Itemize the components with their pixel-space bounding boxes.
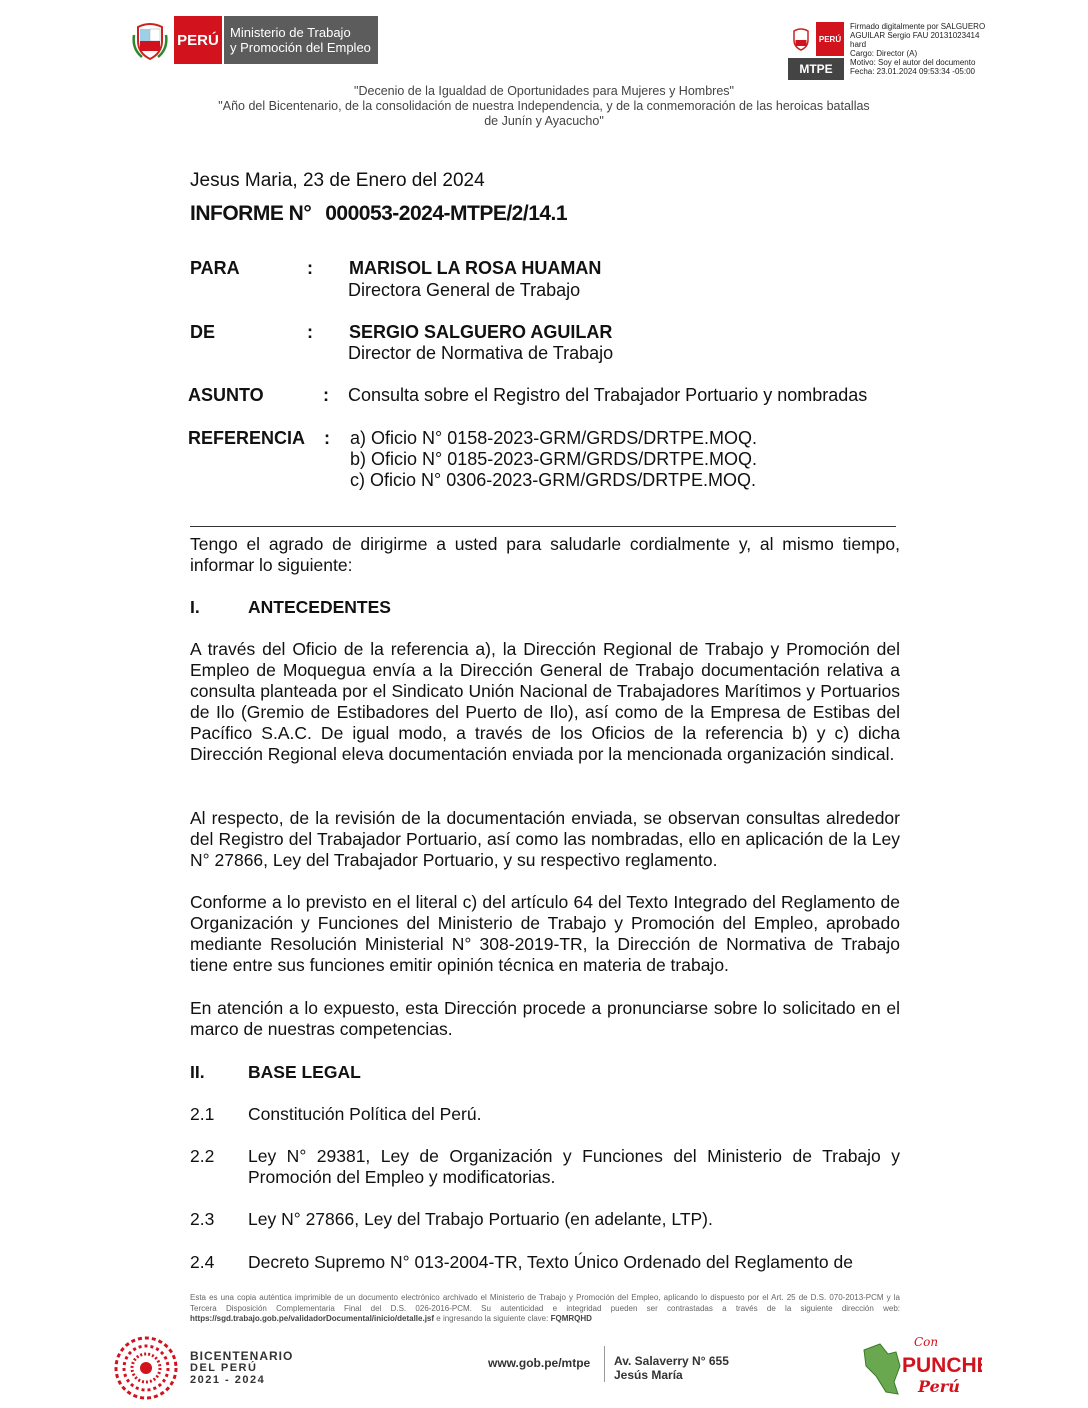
de-name: SERGIO SALGUERO AGUILAR [349,322,613,342]
note-text: Esta es una copia auténtica imprimible de un documento electrónico archivado el Ministerio de Trabajo y Promoción del Empleo, aplicando lo dispuesto por el Art. 25 de D.S. 070-2013-PCM y la Tercera Disposición Complementaria Final del D.S. 026-2016-PCM. Su autenticidad e integridad pueden ser contrastadas a través de la siguiente dirección web: [190,1293,900,1313]
bicent-line-2: DEL PERÚ [190,1362,258,1374]
item-text: Ley N° 29381, Ley de Organización y Funciones del Ministerio de Trabajo y Promoción del Empleo y modificatorias. [248,1146,900,1187]
motto-line-3: de Junín y Ayacucho" [484,114,604,128]
asunto-text: Consulta sobre el Registro del Trabajador Portuario y nombradas [348,385,868,405]
de-colon: : [307,322,313,342]
signature-line: AGUILAR Sergio FAU 20131023414 [850,31,980,40]
ministry-line-2: y Promoción del Empleo [230,40,371,55]
antecedentes-paragraph-1: A través del Oficio de la referencia a), la Dirección Regional de Trabajo y Promoción del Empleo de Moquegua envía a la Dirección General de Trabajo documentación relativa a consulta planteada por el Sindicato Unión Nacional de Trabajadores Marítimos y Portuarios de Ilo (Gremio de Estibadores del Puerto de Ilo), así como de la Empresa de Estibas del Pacífico S.A.C. De igual modo, a través de los Oficios de la referencia b) y c) dicha Dirección Regional eleva documentación enviada por la mencionada organización sindical. [190,639,900,764]
item-text: Decreto Supremo N° 013-2004-TR, Texto Único Ordenado del Reglamento de [248,1252,853,1272]
referencia-item: c) Oficio N° 0306-2023-GRM/GRDS/DRTPE.MOQ. [350,470,756,490]
referencia-item: b) Oficio N° 0185-2023-GRM/GRDS/DRTPE.MOQ. [350,449,757,469]
peru-map-icon [864,1344,900,1394]
antecedentes-paragraph-4: En atención a lo expuesto, esta Dirección procede a pronunciarse sobre lo solicitado en el marco de nuestras competencias. [190,998,900,1039]
campaign-line-1: Con [914,1335,939,1349]
item-text: Ley N° 27866, Ley del Trabajo Portuario (en adelante, LTP). [248,1209,713,1229]
section-title: ANTECEDENTES [248,597,391,617]
legal-basis-item [190,1104,900,1125]
campaign-line-3: Perú [918,1377,960,1396]
bicentenario-emblem-icon [112,1334,180,1402]
de-role: Director de Normativa de Trabajo [348,343,614,363]
antecedentes-paragraph-3: Conforme a lo previsto en el literal c) del artículo 64 del Texto Integrado del Reglamento de Organización y Funciones del Ministerio de Trabajo y Promoción del Empleo, aprobado mediante Resolución Ministerial N° 308-2019-TR, la Dirección de Normativa de Trabajo tiene entre sus funciones emitir opinión técnica en materia de trabajo. [190,892,900,975]
report-code: 000053-2024-MTPE/2/14.1 [325,202,568,225]
mtpe-label: MTPE [788,58,844,80]
report-number [190,202,567,226]
referencia-item: a) Oficio N° 0158-2023-GRM/GRDS/DRTPE.MOQ. [350,428,757,448]
motto-line-1: "Decenio de la Igualdad de Oportunidades para Mujeres y Hombres" [354,84,734,98]
peru-small-label: PERÚ [816,22,844,56]
bicentenario-text [190,1350,293,1386]
signature-details [850,22,1000,80]
signature-line: hard [850,40,867,49]
ministry-logo [128,16,378,64]
bicentenario-logo [112,1334,293,1402]
legal-basis-item [190,1252,900,1273]
year-motto [150,84,938,129]
asunto-label: ASUNTO [188,385,264,405]
section-number: I. [190,597,200,617]
mtpe-logo [788,22,844,80]
asunto-colon: : [323,385,329,405]
authenticity-note [190,1293,900,1325]
validation-url[interactable]: https://sgd.trabajo.gob.pe/validadorDocumental/inicio/detalle.jsf [190,1314,435,1323]
item-number: 2.4 [190,1252,215,1272]
coat-of-arms-icon [128,16,172,64]
para-name: MARISOL LA ROSA HUAMAN [349,258,602,278]
signature-line: Cargo: Director (A) [850,49,918,58]
report-label: INFORME N° [190,202,312,225]
section-heading-base-legal [190,1062,361,1083]
section-heading-antecedentes [190,597,391,618]
intro-paragraph: Tengo el agrado de dirigirme a usted para saludarle cordialmente y, al mismo tiempo, informar lo siguiente: [190,534,900,575]
section-number: II. [190,1062,205,1082]
ministry-line-1: Ministerio de Trabajo [230,25,351,40]
document-date: Jesus Maria, 23 de Enero del 2024 [190,170,485,191]
item-text: Constitución Política del Perú. [248,1104,482,1124]
bicent-line-3: 2021 - 2024 [190,1374,266,1386]
separator-line [190,526,896,527]
antecedentes-paragraph-2: Al respecto, de la revisión de la documentación enviada, se observan consultas alrededor del Registro del Trabajador Portuario, así como las nombradas, ello en aplicación de la Ley N° 27866, Ley del Trabajador Portuario, y su respectivo reglamento. [190,808,900,870]
digital-signature [788,22,1000,80]
para-label: PARA [190,258,240,278]
item-number: 2.1 [190,1104,215,1124]
legal-basis-item [190,1146,900,1188]
bicent-line-1: BICENTENARIO [190,1349,294,1363]
website-link[interactable]: www.gob.pe/mtpe [488,1356,591,1370]
item-number: 2.2 [190,1146,215,1166]
address-line-1: Av. Salaverry N° 655 [614,1354,729,1368]
validation-key: FQMRQHD [550,1314,592,1323]
motto-line-2: "Año del Bicentenario, de la consolidación de nuestra Independencia, y de la conmemoración de las heroicas batallas [218,99,870,113]
signature-line: Motivo: Soy el autor del documento [850,58,976,67]
campaign-line-2: PUNCHE [902,1354,982,1377]
referencia-label: REFERENCIA [188,428,306,448]
campaign-logo [858,1332,982,1403]
para-colon: : [307,258,313,278]
referencia-colon: : [324,428,330,448]
para-role: Directora General de Trabajo [348,280,581,300]
signature-line: Firmado digitalmente por SALGUERO [850,22,986,31]
footer-divider [604,1346,605,1382]
item-number: 2.3 [190,1209,215,1229]
signature-line: Fecha: 23.01.2024 09:53:34 -05:00 [850,67,975,76]
peru-label: PERÚ [174,16,222,64]
small-coat-of-arms-icon [788,22,814,56]
ministry-name [224,16,378,64]
legal-basis-item [190,1209,900,1230]
de-label: DE [190,322,216,342]
section-title: BASE LEGAL [248,1062,361,1082]
address [614,1354,729,1382]
note-mid: e ingresando la siguiente clave: [436,1314,549,1323]
address-line-2: Jesús María [614,1368,683,1382]
